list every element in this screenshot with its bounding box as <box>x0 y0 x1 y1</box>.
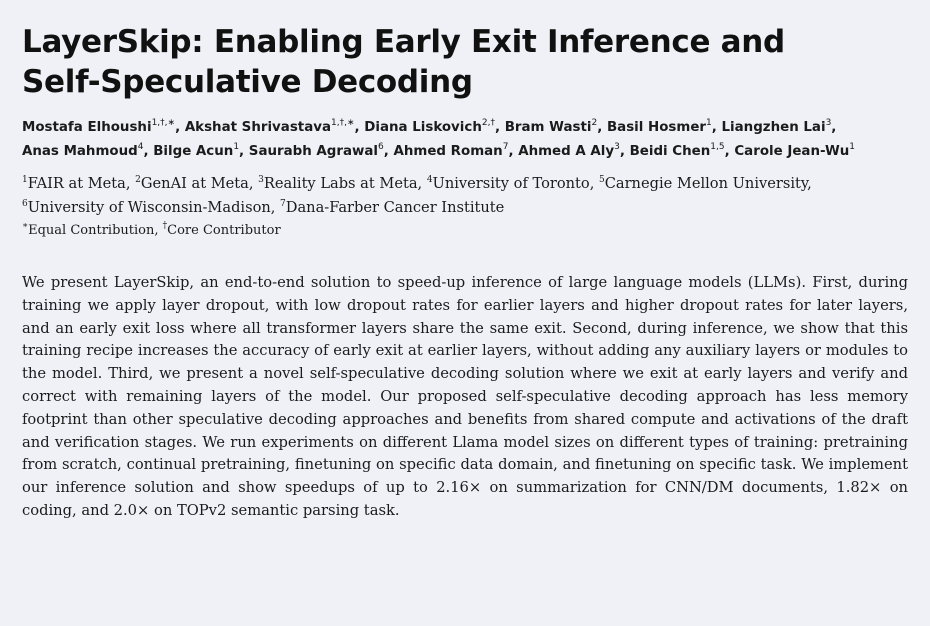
author <box>394 144 509 159</box>
paper-title-line-1: LayerSkip: Enabling Early Exit Inference and <box>22 24 785 60</box>
author <box>607 120 712 135</box>
author <box>364 120 495 135</box>
author-marks: 1,†,∗ <box>331 118 355 128</box>
author <box>630 144 725 159</box>
affiliation-list: $^1$FAIR at Meta, $^2$GenAI at Meta, $^3$Reality Labs at Meta, $^4$University of Toronto, $^5$Carnegie Mellon University, $^6$University of Wisconsin-Madison, $^7$Dana-Farber Cancer Institute <box>22 175 812 216</box>
author <box>249 144 384 159</box>
affiliation <box>599 175 807 192</box>
contribution-notes: ∗Equal Contribution, †Core Contributor <box>22 221 281 238</box>
author-marks: 1,5 <box>710 142 725 152</box>
affiliation <box>280 199 504 216</box>
affiliation <box>258 175 417 192</box>
affiliation <box>22 199 271 216</box>
note-mark: † <box>162 221 168 231</box>
affiliation-mark: 2 <box>135 175 141 185</box>
affiliation-mark: 7 <box>280 199 286 209</box>
author-name: Ahmed Roman <box>393 144 503 159</box>
paper-title-line-2: Self-Speculative Decoding <box>22 64 473 100</box>
author <box>722 120 832 135</box>
author-list: Mostafa Elhoushi$^{1,\dagger,∗}$, Akshat Shrivastava$^{1,\dagger,∗}$, Diana Liskovich$^{2,\dagger}$, Bram Wasti$^2$, Basil Hosmer$^1$, Liangzhen Lai$^3$, Anas Mahmoud$^4$, Bilge Acun$^1$, Saurabh Agrawal$^6$, Ahmed Roman$^7$, Ahmed A Aly$^3$, Beidi Chen$^{1,5}$, Carole Jean-Wu$^1$ <box>22 118 855 159</box>
author-name: Anas Mahmoud <box>22 144 138 159</box>
affiliation-name: GenAI at Meta <box>140 175 249 192</box>
author-marks: 1 <box>706 118 712 128</box>
contribution-note <box>22 223 154 238</box>
author-marks: 2,† <box>481 118 495 128</box>
affiliation-mark: 3 <box>258 175 264 185</box>
affiliation-mark: 1 <box>22 175 28 185</box>
affiliation <box>22 175 126 192</box>
affiliation-name: Carnegie Mellon University <box>604 175 808 192</box>
author <box>22 120 175 135</box>
author-marks: 1,†,∗ <box>151 118 176 128</box>
note-text: Equal Contribution <box>28 223 155 238</box>
author <box>153 144 239 159</box>
author-name: Saurabh Agrawal <box>248 144 379 159</box>
author-marks: 7 <box>502 142 509 152</box>
author-marks: 3 <box>614 142 620 152</box>
author-name: Bilge Acun <box>153 144 234 159</box>
affiliation-mark: 4 <box>426 175 433 185</box>
affiliation-name: FAIR at Meta <box>27 175 126 192</box>
affiliation-mark: 6 <box>22 199 28 209</box>
affiliation <box>427 175 590 192</box>
author <box>518 144 620 159</box>
author-marks: 4 <box>137 142 144 152</box>
author-name: Mostafa Elhoushi <box>22 120 152 135</box>
author <box>185 120 355 135</box>
affiliation <box>135 175 249 192</box>
affiliation-mark: 5 <box>598 175 605 185</box>
author-marks: 1 <box>849 142 855 152</box>
author-name: Bram Wasti <box>504 120 592 135</box>
author-name: Liangzhen Lai <box>721 120 826 135</box>
affiliation-name: Dana-Farber Cancer Institute <box>285 199 505 216</box>
abstract-text: We present LayerSkip, an end-to-end solution to speed-up inference of large language models (LLMs). First, during training we apply layer dropout, with low dropout rates for earlier layers and higher dropout rates for later layers, and an early exit loss where all transformer layers share the same exit. Second, during inference, we show that this training recipe increases the accuracy of early exit at earlier layers, without adding any auxiliary layers or modules to the model. Third, we present a novel self-speculative decoding solution where we exit at early layers and verify and correct with remaining layers of the model. Our proposed self-speculative decoding approach has less memory footprint than other speculative decoding approaches and benefits from shared compute and activations of the draft and verification stages. We run experiments on different Llama model sizes on different types of training: pretraining from scratch, continual pretraining, finetuning on specific data domain, and finetuning on specific task. We implement our inference solution and show speedups of up to 2.16× on summarization for CNN/DM documents, 1.82× on coding, and 2.0× on TOPv2 semantic parsing task. <box>22 274 908 519</box>
author-name: Beidi Chen <box>629 144 711 159</box>
affiliation-name: University of Wisconsin-Madison <box>27 199 271 216</box>
author-name: Diana Liskovich <box>364 120 482 135</box>
paper-title <box>22 22 908 102</box>
contribution-note <box>163 223 281 238</box>
affiliation-name: Reality Labs at Meta <box>263 175 418 192</box>
author-name: Basil Hosmer <box>606 120 707 135</box>
author-name: Carole Jean-Wu <box>734 144 850 159</box>
author <box>734 144 855 159</box>
author-marks: 3 <box>825 118 832 128</box>
author-name: Ahmed A Aly <box>518 144 615 159</box>
author-name: Akshat Shrivastava <box>184 120 331 135</box>
author <box>22 144 143 159</box>
note-text: Core Contributor <box>167 223 281 238</box>
author-marks: 6 <box>378 142 384 152</box>
note-mark: ∗ <box>22 221 29 231</box>
author-marks: 2 <box>591 118 598 128</box>
author-marks: 1 <box>233 142 240 152</box>
affiliation-name: University of Toronto <box>432 175 590 192</box>
author <box>505 120 598 135</box>
